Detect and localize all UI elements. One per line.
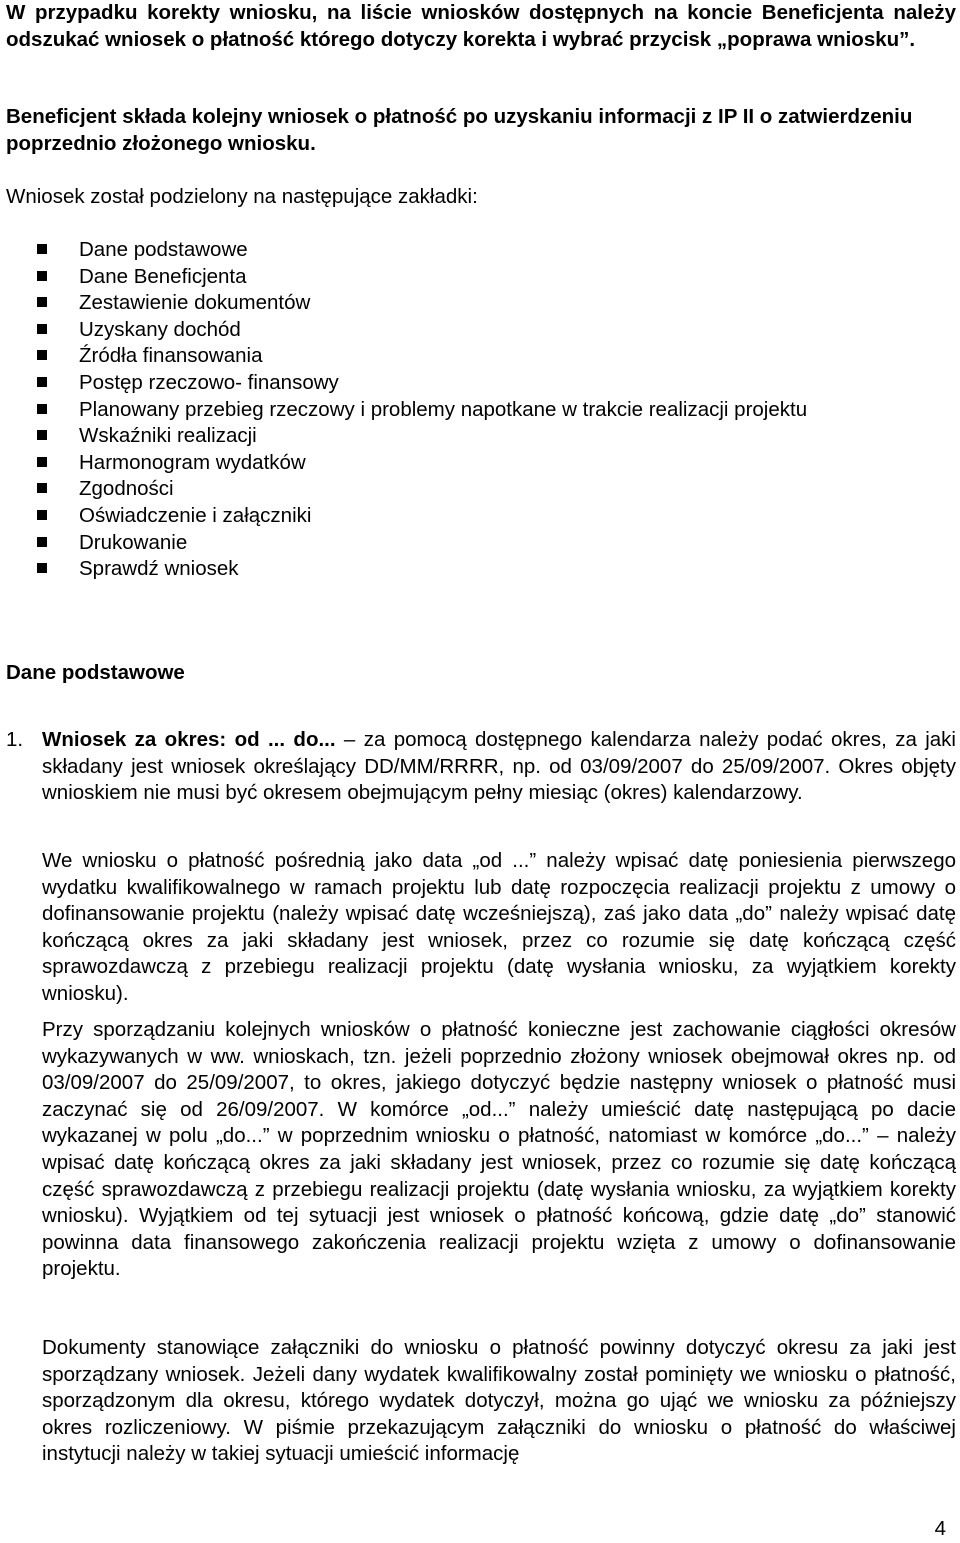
list-item: Dane podstawowe: [6, 237, 807, 264]
list-item: Harmonogram wydatków: [6, 450, 807, 477]
paragraph-continuity: Przy sporządzaniu kolejnych wniosków o płatność konieczne jest zachowanie ciągłości okresów wykazywanych w ww. wnioskach, tzn. jeżeli poprzednio złożony wniosek obejmował okres np. od 03/09/2007 do 25/09/2007, to okres, jakiego dotyczyć będzie następny wniosek o płatność musi zaczynać się od 26/09/2007. W komórce „od...” należy umieścić datę następującą po dacie wykazanej w polu „do...” w poprzednim wniosku o płatność, natomiast w komórce „do...” – należy wpisać datę kończącą okres za jaki składany jest wniosek, przez co rozumie się datę kończącą część sprawozdawczą z przebiegu realizacji projektu (datę wysłania wniosku, za wyjątkiem korekty wniosku). Wyjątkiem od tej sytuacji jest wniosek o płatność końcową, gdzie datę „do” stanowić powinna data finansowego zakończenia realizacji projektu wzięta z umowy o dofinansowanie projektu.: [42, 1018, 956, 1281]
tabs-list: [6, 237, 807, 583]
intro-paragraph-next-request: Beneficjent składa kolejny wniosek o płatność po uzyskaniu informacji z IP II o zatwierdzeniu poprzednio złożonego wniosku.: [6, 105, 913, 155]
square-bullet-icon: [37, 377, 47, 387]
list-item: Wskaźniki realizacji: [6, 423, 807, 450]
square-bullet-icon: [37, 457, 47, 467]
item-number: 1.: [6, 728, 24, 751]
list-item: Planowany przebieg rzeczowy i problemy napotkane w trakcie realizacji projektu: [6, 397, 807, 424]
square-bullet-icon: [37, 324, 47, 334]
page-number: 4: [934, 1517, 946, 1540]
intro-paragraph-tabs: Wniosek został podzielony na następujące zakładki:: [6, 185, 478, 208]
square-bullet-icon: [37, 510, 47, 520]
section-title: Dane podstawowe: [6, 661, 185, 684]
list-item: Uzyskany dochód: [6, 317, 807, 344]
square-bullet-icon: [37, 404, 47, 414]
square-bullet-icon: [37, 537, 47, 547]
list-item: Sprawdź wniosek: [6, 556, 807, 583]
square-bullet-icon: [37, 563, 47, 573]
intro-paragraph-correction: W przypadku korekty wniosku, na liście wniosków dostępnych na koncie Beneficjenta należy odszukać wniosek o płatność którego dotyczy korekta i wybrać przycisk „poprawa wniosku”.: [6, 1, 956, 51]
square-bullet-icon: [37, 483, 47, 493]
list-item: Źródła finansowania: [6, 343, 807, 370]
square-bullet-icon: [37, 350, 47, 360]
list-item: Dane Beneficjenta: [6, 264, 807, 291]
item-paragraph: [42, 727, 956, 807]
square-bullet-icon: [37, 430, 47, 440]
list-item: Oświadczenie i załączniki: [6, 503, 807, 530]
paragraph-dates: We wniosku o płatność pośrednią jako data „od ...” należy wpisać datę poniesienia pierwszego wydatku kwalifikowalnego w ramach projektu lub datę rozpoczęcia realizacji projektu z umowy o dofinansowanie projektu (należy wpisać datę wcześniejszą), zaś jako data „do” należy wpisać datę kończącą okres za jaki składany jest wniosek, przez co rozumie się datę kończącą część sprawozdawczą z przebiegu realizacji projektu (datę wysłania wniosku, za wyjątkiem korekty wniosku).: [42, 849, 956, 1005]
square-bullet-icon: [37, 297, 47, 307]
square-bullet-icon: [37, 244, 47, 254]
list-item: Drukowanie: [6, 530, 807, 557]
item-text: – za pomocą dostępnego kalendarza należy podać okres, za jaki składany jest wniosek określający DD/MM/RRRR, np. od 03/09/2007 do 25/09/2007. Okres objęty wnioskiem nie musi być okresem obejmującym pełny miesiąc (okres) kalendarzowy.: [42, 728, 956, 805]
list-item: Postęp rzeczowo- finansowy: [6, 370, 807, 397]
list-item: Zestawienie dokumentów: [6, 290, 807, 317]
square-bullet-icon: [37, 271, 47, 281]
paragraph-attachments: Dokumenty stanowiące załączniki do wniosku o płatność powinny dotyczyć okresu za jaki jest sporządzany wniosek. Jeżeli dany wydatek kwalifikowalny został pominięty we wniosku o płatność, sporządzonym dla okresu, którego wydatek dotyczył, można go ująć we wniosku za późniejszy okres rozliczeniowy. W piśmie przekazującym załączniki do wniosku o płatność do właściwej instytucji należy w takiej sytuacji umieścić informację: [42, 1336, 956, 1466]
item-heading: Wniosek za okres: od ... do...: [42, 728, 336, 751]
list-item: Zgodności: [6, 476, 807, 503]
